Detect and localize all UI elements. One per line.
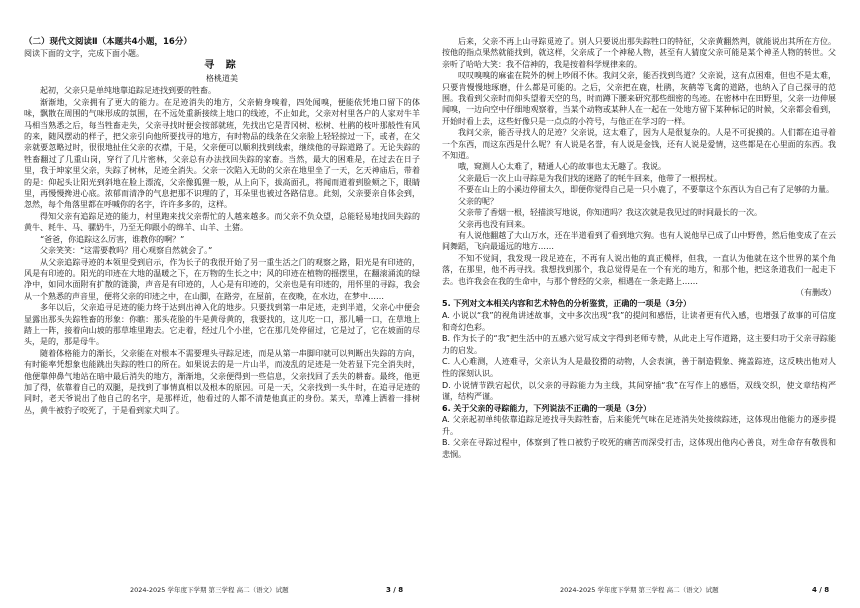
page-footer: 2024-2025 学年度下学期 第三学程 高二（语文）试题 xyxy=(560,586,719,594)
section-heading: （二）现代文阅读Ⅱ（本题共4小题，16分） xyxy=(24,37,192,47)
paragraph: 哦，窥测人心太难了，精通人心的故事也太无趣了。我说。 xyxy=(458,162,666,172)
paragraph: 不要在山上的小溪边停留太久，即便你觉得自己是一只小鹿了，不要靠这个东西认为自己有了足够的力量。 xyxy=(458,185,834,195)
paragraph: “爸爸，你追踪这么厉害，谁教你的啊？” xyxy=(40,234,185,244)
edit-note: （有删改） xyxy=(796,287,836,297)
article-author: 格桃道美 xyxy=(206,74,238,84)
question-6-stem: 6. 关于父亲的寻踪能力，下列说法不正确的一项是（3分） xyxy=(442,403,651,413)
page-number: 3 / 8 xyxy=(386,586,404,594)
paragraph: 随着体格能力的渐长，父亲能在对根本不需要理头寻踪足迹，而是从第一串脚印就可以判断出失踪的方向，有时能率凭想象也能跳出失踪的牲口的所在。如果说去的是一片山半，而凌乱的足迹是一处若显下完全消失时，他便靠伸鼻气地站在暗中最后消失的地方，渐渐地，父亲便得到一些信息，父亲找回了丢失的耕畜。最终，他更加了得，依靠着自己的双腿，是找到了事情真相以及根本的原因。可是一天，父亲找到一头牛时，在追寻足迹的同时，老天爷说出了他自己的名字，是那样近，他看过的人都不清楚他真正的身份。某天，草滩上洒着一排树丛，黄牛被豹子咬死了，于是看到家犬叫了。 xyxy=(24,348,420,415)
paragraph: 父亲带了香烟一根，轻描淡写地说，你知道吗？我这次就是我见过的时间最长的一次。 xyxy=(458,208,762,218)
paragraph: 起初，父亲只是单纯地靠追踪足迹找到要的牲畜。 xyxy=(40,86,216,96)
paragraph: 父亲最后一次上山寻踪是为我们找的迷路了的牦牛回来，他带了一根拐杖。 xyxy=(458,173,722,183)
article-title: 寻 踪 xyxy=(204,60,240,72)
paragraph: 叹叹嗅嗅的麻雀在院外的树上吵闹不休。我问父亲，能否找到鸟道？父亲说，这有点困难，但也不是太难，只要肯慢慢地琢磨，什么都是可能的。之后，父亲把在鹿，杜鹃，灰鹤等飞禽的道路，也纳入了自己探寻的范围。我看到父亲时而仰头望着天空的鸟，时而蹲下腰来研究那些细密的鸟迹。在密林中在田野里，父亲一边伸展闻嗅，一边向空中仔细地观察着，当某个动物或某种人在一起在一处地方留下某种标记的时候，父亲都会看到，开始时看上去，这些好像只是一点点的小符号，与他正在学习的一样。 xyxy=(442,71,836,126)
question-6-option-b: B. 父亲在寻踪过程中，体察到了牲口被豹子咬死的痛苦而深受打击，这体现出他内心善良，对生命存有敬畏和悲悯。 xyxy=(442,438,836,460)
paragraph: 有人说他翻越了大山万水，还在半道看到了看到地穴狗。也有人说他早已成了山中野兽，然后他变成了在云间舞蹈，飞向最遥远的地方…… xyxy=(442,230,836,252)
paragraph: 不知不觉间，我发现一段足迹在，不再有人说出他的真正模样，但我，一直认为他就在这个世界的某个角落，在那里，他不再寻找。我想找到那个，我总觉得是在一个有光的地方，和那个他，把这条道我们一起走下去。也许我会在我的生命中，与那个曾经的父亲，相遇在一条走路上…… xyxy=(442,253,836,286)
question-6-option-a: A. 父亲起初单纯依靠追踪足迹找寻失踪牲畜，后来能凭气味在足迹消失处接续踪迹，这体现出他能力的逐步提升。 xyxy=(442,415,836,436)
instruction: 阅读下面的文字，完成下面小题。 xyxy=(24,49,144,58)
paragraph: 父亲的呢？ xyxy=(458,196,498,206)
paragraph: 后来，父亲不再上山寻踪觅迹了。别人只要说出那失踪牲口的特征，父亲黄翻然判，就能说出其所在方位。按他的指点果然就能找到，就这样，父亲成了一个神秘人物，甚至有人猜度父亲可能是某个神圣人物的转世。父亲听了哈哈大笑：我不信神的，我是按着科学规律来的。 xyxy=(442,37,836,69)
paragraph: 我问父亲，能否寻找人的足迹？父亲说，这太难了，因为人是很复杂的。人是不可捉摸的。人们都在追寻着一个东西，而这东西是什么呢？有人说是名誉，有人说是金钱，还有人说是爱情，这些都是在心里面的东西。我不知道。 xyxy=(442,128,836,161)
paragraph: 父亲再也没有回来。 xyxy=(458,219,530,229)
question-5-option-b: B. 作为长子的“我”把生活中的五感六觉写成文字得到老师专赞，从此走上写作道路，这主要归功于父亲寻踪能力的启发。 xyxy=(442,334,836,355)
question-5-option-c: C. 人心难测，人迹难寻，父亲认为人是最狡猾的动物，人会表演，善于制造假象、掩盖踪迹，这反映出他对人性的深刻认识。 xyxy=(442,357,836,378)
paragraph: 得知父亲有追踪足迹的能力，村里跑来找父亲帮忙的人越来越多。而父亲不负众望，总能轻易地找回失踪的黄牛、耗牛、马、骡奶牛，乃至无仰跟小的绵羊、山羊、土猪。 xyxy=(24,211,420,233)
page-footer: 2024-2025 学年度下学期 第三学程 高二（语文）试题 xyxy=(130,586,289,594)
question-5-option-d: D. 小说情节跌宕起伏，以父亲的寻踪能力为主线，其间穿插“我”在写作上的感悟，双线交织，使文章结构严谨，结构严谨。 xyxy=(442,380,836,402)
paragraph: 多年以后，父亲追寻足迹的能力终于达到出神入化的地步。只要找到第一串足迹，走到半道，父亲心中便会显露出那头失踪牲畜的形象：你瞧：那头花脸的牛是黄母黄的，我要找的，这儿吃一口，那儿嚼一口，在草地上踏上一阵，接着向山坡的那草堆里跑去。它走着，经过几个小崖，它在那几处停留过，它是过了，它在坡面的尽头，是的，那是母牛。 xyxy=(24,303,420,347)
paragraph: 从父亲追踪寻迹的本领里受到启示，作为长子的我很开始了另一重生活之门的观察之路，阳光是有印迹的，风是有印迹的。阳光的印迹在大地的温暖之下，在万物的生长之中；风的印迹在植物的摇摆里，在翻滚涌流的绿净中，如同水面附有扩散的涟漪，声音是有印迹的，人心是有印迹的，父亲也是有印迹的，用怀里的寻踪，我会从一个熟悉的声音里，便将父亲的印迹之中，在山脚，在路旁，在屋前，在夜晚，在水边，在梦中…… xyxy=(24,257,420,301)
right-page xyxy=(430,0,860,608)
page-number: 4 / 8 xyxy=(812,586,830,594)
paragraph: 渐渐地，父亲拥有了更大的能力。在足迹消失的地方，父亲俯身嗅着，四处闻嗅，便能依凭地口留下的体味，飘散在周围的气味形成的氛围，在不远处重新接续上地口的线迹，不止如此，父亲对村里各户的人家对牛羊马相当熟悉之后，每当牲畜走失，父亲寻找时便会按部就班，先找出它是青冈树、松树、杜鹃的枝叶那般性有风的来，随风摆动的样子，把父亲引向他所要找寻的地方，有时物品的线条在父亲脸上轻轻掠过一下，或者，在父亲就要忽略过时，很很地扯住父亲的衣襟，于是，父亲便可以顺利找到线索，继续他的寻踪道路了。无论失踪的牲畜翻过了几重山岗，穿行了几片密林，父亲总有办法找回失踪的家畜。当然，最大的困难是，在过去在日子里，我于坤家里父亲，失踪了树林，足迹全消失。父亲一次陷入无助的父亲在地里坐了一天，乞天神庙后，带着的是：仰起头让阳光到斜地在脸上漂流，父亲像狐狸一般，从上向下，拔高面孔，将闻而道着到脸颊之下，眼睛里，再慢慢搀进心底。浓郁而清净的气息把那不识理的了，耳朵里也被过各路信息。此刻，父亲要亲自体会到，忽然，每个角落里都在呼喊你的名字，许许多多的，这样。 xyxy=(24,97,420,210)
paragraph: 父亲笑笑：“这需要教吗？用心观察自然就会了。” xyxy=(40,246,213,256)
question-5-option-a: A. 小说以“我”的视角讲述故事，文中多次出现“我”的提问和感悟，让读者更有代入感，也增强了故事的可信度和奇幻色彩。 xyxy=(442,310,836,332)
question-5-stem: 5. 下列对文本相关内容和艺术特色的分析鉴赏，正确的一项是（3分） xyxy=(442,299,691,309)
